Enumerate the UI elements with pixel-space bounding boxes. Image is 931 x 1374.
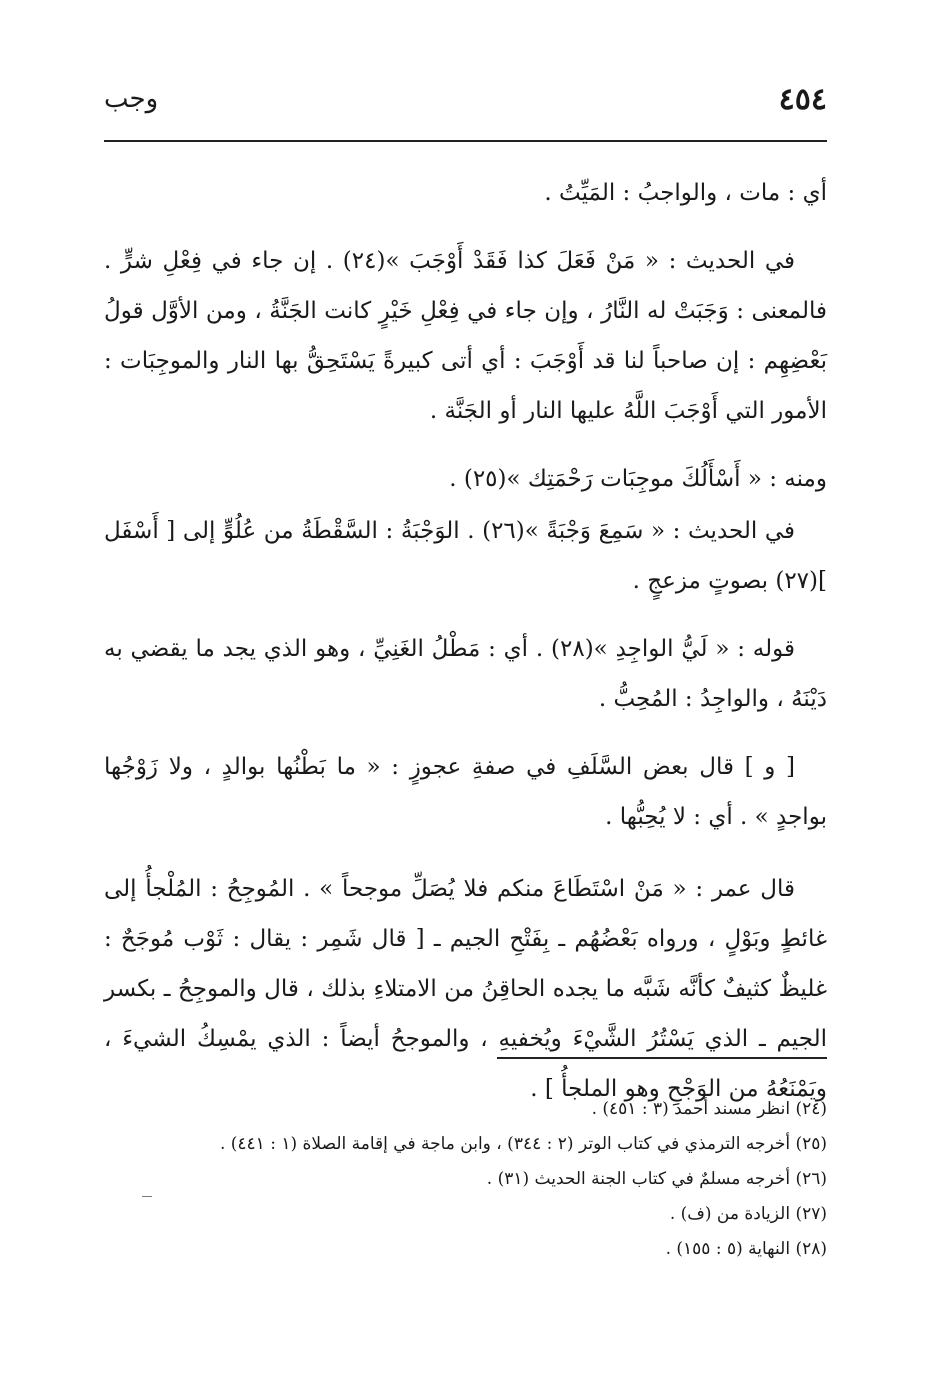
page-number: ٤٥٤: [778, 82, 827, 117]
footnote: (٢٤) انظر مسند أحمد (٣ : ٤٥١) .: [591, 1099, 827, 1119]
paragraph: [ و ] قال بعض السَّلَفِ في صفةِ عجوزٍ : « ما بَطْنُها بوالدٍ ، ولا زَوْجُها بواجدٍ » . أي : لا يُحِبُّها .: [104, 754, 827, 830]
footnotes: [104, 1092, 827, 1267]
main-text: [104, 168, 827, 1124]
paragraph: ومنه : « أَسْأَلُكَ موجِبَات رَحْمَتِك »(٢٥) .: [449, 466, 827, 492]
running-head: وجب: [104, 84, 159, 114]
paragraph: في الحديث : « مَنْ فَعَلَ كذا فَقَدْ أَوْجَبَ »(٢٤) . إن جاء في فِعْلِ شرٍّ . فالمعنى : وَجَبَتْ له النَّارُ ، وإن جاء في فِعْلِ خَيْرٍ كانت الجَنَّةُ ، ومن الأوَّل قولُ بَعْضِهِم : إن صاحباً لنا قد أَوْجَبَ : أي أتى كبيرةً يَسْتَحِقُّ بها النار والموجِبَات : الأمور التي أَوْجَبَ اللَّهُ عليها النار أو الجَنَّة .: [104, 248, 827, 424]
paragraph: قوله : « لَيُّ الواجِدِ »(٢٨) . أي : مَطْلُ الغَنِيِّ ، وهو الذي يجد ما يقضي به دَيْنَهُ ، والواجِدُ : المُحِبُّ .: [104, 636, 827, 712]
paragraph: قال عمر : « مَنْ اسْتَطَاعَ منكم فلا يُصَلِّ موجحاً » . المُوجِحُ : المُلْجأُ إلى غائطٍ وبَوْلٍ ، ورواه بَعْضُهُم ـ بِفَتْحِ الجيم ـ [ قال شَمِر : يقال : ثَوْب مُوجَحٌ : غليظٌ كثيفٌ كأنَّه شَبَّه ما يجده الحاقِنُ من الامتلاءِ بذلك ، قال والموجِحُ ـ بكسر الجيم ـ الذي يَسْتُرُ الشَّيْءَ ويُخفيهِ ، والموجحُ أيضاً : الذي يمْسِكُ الشيءَ ، ويَمْنَعُهُ من الوَجْحِ وهو الملجأُ ] .: [104, 876, 827, 1102]
header-rule: [104, 140, 827, 142]
footnote: (٢٨) النهاية (٥ : ١٥٥) .: [665, 1239, 827, 1259]
scan-speck: [142, 1196, 152, 1197]
paragraph: في الحديث : « سَمِعَ وَجْبَةً »(٢٦) . الوَجْبَةُ : السَّقْطَةُ من عُلُوٍّ إلى [ أَسْفَل ](٢٧) بصوتٍ مزعجٍ .: [104, 518, 827, 594]
footnote: (٢٦) أخرجه مسلمٌ في كتاب الجنة الحديث (٣١) .: [486, 1169, 827, 1189]
footnote: (٢٥) أخرجه الترمذي في كتاب الوتر (٢ : ٣٤٤) ، وابن ماجة في إقامة الصلاة (١ : ٤٤١) .: [219, 1134, 827, 1154]
footnote: (٢٧) الزيادة من (ف) .: [669, 1204, 827, 1224]
page-header: [104, 82, 827, 122]
paragraph: أي : مات ، والواجبُ : المَيِّتُ .: [544, 180, 827, 206]
footnote-rule: [497, 1057, 827, 1059]
